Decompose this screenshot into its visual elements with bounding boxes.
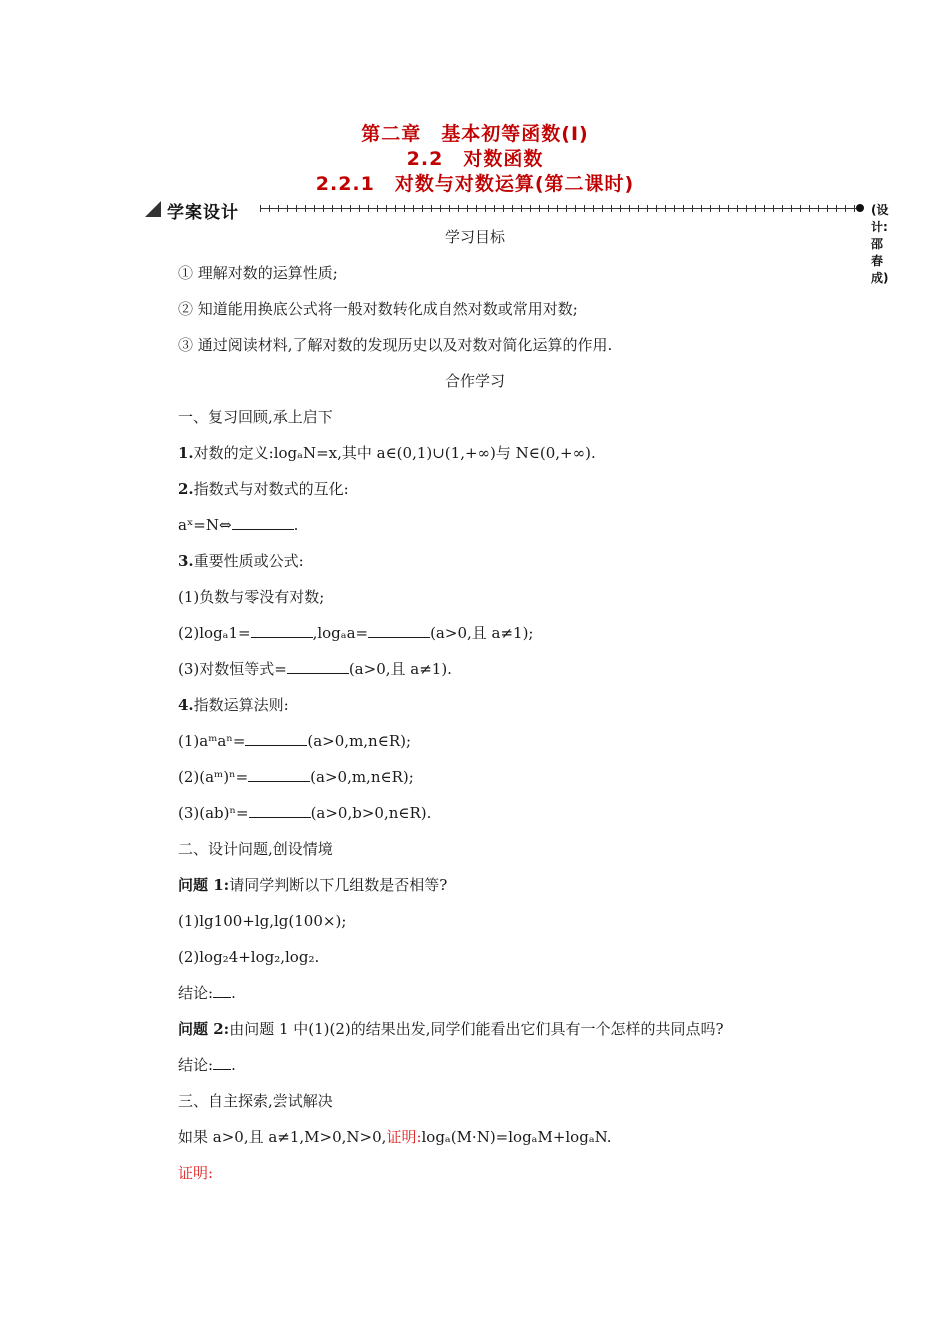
formula-text: (a>0,且 a≠1);: [430, 624, 534, 642]
question-1: [178, 872, 818, 908]
goals-heading: 学习目标: [444, 228, 505, 246]
item-4-1: [178, 728, 818, 764]
coop-heading: 合作学习: [444, 372, 505, 390]
formula-text: (a>0,b>0,n∈R).: [310, 804, 432, 822]
question-1-part-1: (1)lg100+lg,lg(100×);: [178, 912, 347, 930]
conclusion-end: .: [231, 984, 236, 1002]
item-2-formula: [178, 512, 818, 548]
formula-text: (2)(aᵐ)ⁿ=: [178, 768, 249, 786]
formula-text: (a>0,m,n∈R);: [307, 732, 412, 750]
item-3: [178, 548, 818, 584]
item-4: [178, 692, 818, 728]
fill-blank[interactable]: [213, 1055, 231, 1070]
statement-formula: logₐ(M·N)=logₐM+logₐN.: [421, 1128, 612, 1146]
item-number: 3.: [178, 552, 194, 570]
goal-1: ① 理解对数的运算性质;: [178, 264, 338, 282]
formula-text: (a>0,m,n∈R);: [310, 768, 414, 786]
fill-blank[interactable]: [245, 731, 307, 746]
formula-text: (1)aᵐaⁿ=: [178, 732, 246, 750]
subsection-title: 2.2.1 对数与对数运算(第二课时): [315, 173, 635, 195]
part-2-heading: 二、设计问题,创设情境: [178, 840, 333, 858]
fill-blank[interactable]: [248, 767, 310, 782]
item-1: [178, 440, 818, 476]
item-4-2: [178, 764, 818, 800]
item-text: 指数式与对数式的互化:: [193, 480, 349, 498]
item-3-1: (1)负数与零没有对数;: [178, 588, 325, 606]
question-text: 请同学判断以下几组数是否相等?: [229, 876, 448, 894]
proof-statement: [178, 1124, 818, 1160]
goal-2: ② 知道能用换底公式将一般对数转化成自然对数或常用对数;: [178, 300, 578, 318]
fill-blank[interactable]: [368, 623, 430, 638]
goal-3: ③ 通过阅读材料,了解对数的发现历史以及对数对简化运算的作用.: [178, 336, 613, 354]
banner-label: 学案设计: [167, 203, 239, 223]
document-body: [178, 224, 818, 1196]
fill-blank[interactable]: [213, 983, 231, 998]
formula-text: (a>0,且 a≠1).: [348, 660, 452, 678]
question-label: 问题 2:: [178, 1020, 230, 1038]
question-text: 由问题 1 中(1)(2)的结果出发,同学们能看出它们具有一个怎样的共同点吗?: [229, 1020, 724, 1038]
fill-blank[interactable]: [249, 803, 311, 818]
item-2: [178, 476, 818, 512]
item-3-2: [178, 620, 818, 656]
item-number: 1.: [178, 444, 194, 462]
item-number: 2.: [178, 480, 194, 498]
conclusion-label: 结论:: [178, 984, 214, 1002]
formula-text: (3)(ab)ⁿ=: [178, 804, 249, 822]
conclusion-1: [178, 980, 818, 1016]
designer-credit: (设计:邵春成): [871, 203, 889, 285]
item-number: 4.: [178, 696, 194, 714]
formula-end: .: [293, 516, 299, 534]
item-3-3: [178, 656, 818, 692]
banner-ticks: [260, 205, 858, 212]
fill-blank[interactable]: [287, 659, 349, 674]
conclusion-end: .: [231, 1056, 236, 1074]
formula-text: (3)对数恒等式=: [178, 660, 287, 678]
part-3-heading: 三、自主探索,尝试解决: [178, 1092, 333, 1110]
chapter-title: 第二章 基本初等函数(Ⅰ): [361, 123, 589, 145]
formula-text: aˣ=N⇔: [178, 516, 232, 534]
item-text: 指数运算法则:: [193, 696, 289, 714]
conclusion-label: 结论:: [178, 1056, 214, 1074]
formula-text: ,logₐa=: [312, 624, 369, 642]
formula-text: (2)logₐ1=: [178, 624, 251, 642]
statement-text: 如果 a>0,且 a≠1,M>0,N>0,: [178, 1128, 387, 1146]
bullet-icon: [856, 204, 864, 212]
question-2: [178, 1016, 818, 1052]
title-block: [0, 122, 950, 197]
fill-blank[interactable]: [251, 623, 313, 638]
fill-blank[interactable]: [232, 515, 294, 530]
triangle-icon: [145, 201, 161, 217]
part-1-heading: 一、复习回顾,承上启下: [178, 408, 333, 426]
section-title: 2.2 对数函数: [406, 148, 544, 170]
question-1-part-2: (2)log₂4+log₂,log₂.: [178, 948, 320, 966]
item-text: 对数的定义:logₐN=x,其中 a∈(0,1)∪(1,+∞)与 N∈(0,+∞).: [193, 444, 596, 462]
proof-label: 证明:: [178, 1164, 214, 1182]
conclusion-2: [178, 1052, 818, 1088]
proof-keyword: 证明:: [386, 1128, 422, 1146]
question-label: 问题 1:: [178, 876, 230, 894]
item-text: 重要性质或公式:: [193, 552, 304, 570]
item-4-3: [178, 800, 818, 836]
